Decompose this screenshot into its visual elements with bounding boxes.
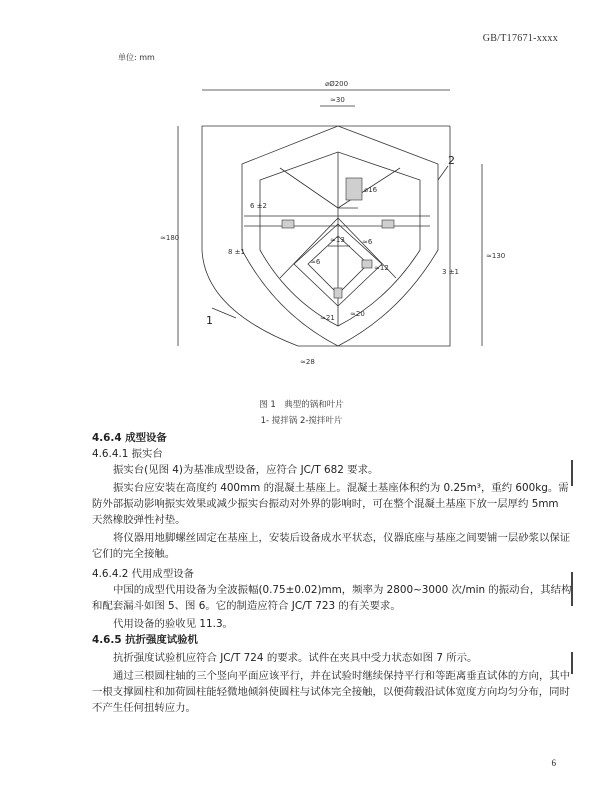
paragraph-2: 振实台应安装在高度约 400mm 的混凝土基座上。混凝土基座体积约为 0.25m³，重约 600kg。需防外部振动影响振实效果或减少振实台振动对外界的影响时，可在整个混凝土基座下放一层厚约 5mm 天然橡胶弹性衬垫。 bbox=[92, 482, 569, 526]
dim-28: ≈28 bbox=[300, 358, 315, 366]
dim-12: ≈12 bbox=[374, 264, 389, 272]
dim-6-right: ≈6 bbox=[362, 238, 373, 246]
section-4-6-5: 4.6.5 抗折强度试验机 bbox=[92, 634, 198, 646]
paragraph-7: 通过三根圆柱轴的三个竖向平面应该平行，并在试验时继续保持平行和等距离垂直试体的方向，其中一根支撑圆柱和加荷圆柱能轻微地倾斜使圆柱与试体完全接触，以便荷载沿试体宽度方向均匀分布，同时不产生任何扭转应力。 bbox=[92, 670, 571, 714]
section-4-6-4-1: 4.6.4.1 振实台 bbox=[92, 448, 163, 460]
page-number: 6 bbox=[551, 758, 556, 768]
section-4-6-4: 4.6.4 成型设备 bbox=[92, 432, 167, 444]
change-bar bbox=[571, 460, 573, 486]
callout-1: 1 bbox=[206, 314, 213, 327]
paragraph-5: 代用设备的验收见 11.3。 bbox=[113, 618, 233, 630]
paragraph-1: 振实台(见图 4)为基准成型设备，应符合 JC/T 682 要求。 bbox=[113, 464, 379, 476]
dim-13: ≈13 bbox=[330, 236, 345, 244]
dim-8-1: 8 ±1 bbox=[228, 248, 245, 256]
paragraph-6: 抗折强度试验机应符合 JC/T 724 的要求。试件在夹具中受力状态如图 7 所示。 bbox=[113, 652, 478, 664]
dim-21: ≈21 bbox=[320, 314, 335, 322]
unit-label: 单位: mm bbox=[118, 53, 155, 62]
paragraph-3: 将仪器用地脚螺丝固定在基座上，安装后设备成水平状态，仪器底座与基座之间要铺一层砂浆以保证它们的完全接触。 bbox=[92, 532, 571, 560]
figure-legend: 1- 搅拌锅 2-搅拌叶片 bbox=[260, 416, 343, 426]
dim-6-left: ≈6 bbox=[310, 258, 321, 266]
figure-caption: 图 1 典型的锅和叶片 bbox=[259, 400, 344, 410]
paragraph-4: 中国的成型代用设备为全波振幅(0.75±0.02)mm，频率为 2800~3000 次/min 的振动台，其结构和配套漏斗如图 5、图 6。它的制造应符合 JC/T 723 的有关要求。 bbox=[92, 584, 572, 612]
change-bar bbox=[571, 652, 573, 674]
standard-code: GB/T17671-xxxx bbox=[482, 33, 558, 44]
dim-height-130: ≈130 bbox=[486, 252, 506, 260]
dim-20: ≈20 bbox=[350, 310, 365, 318]
dim-height-180: ≈180 bbox=[160, 234, 180, 242]
callout-2: 2 bbox=[448, 154, 455, 167]
mixer-figure bbox=[150, 68, 510, 388]
bowl-outline bbox=[202, 126, 450, 346]
dim-diameter-200: ⌀Ø200 bbox=[325, 80, 349, 88]
dim-diameter-16: ⌀16 bbox=[364, 186, 378, 194]
dim-width-30: ≈30 bbox=[330, 96, 345, 104]
dim-6-2: 6 ±2 bbox=[250, 202, 267, 210]
section-4-6-4-2: 4.6.4.2 代用成型设备 bbox=[92, 568, 194, 580]
dim-3-1: 3 ±1 bbox=[442, 268, 459, 276]
change-bar bbox=[571, 572, 573, 606]
